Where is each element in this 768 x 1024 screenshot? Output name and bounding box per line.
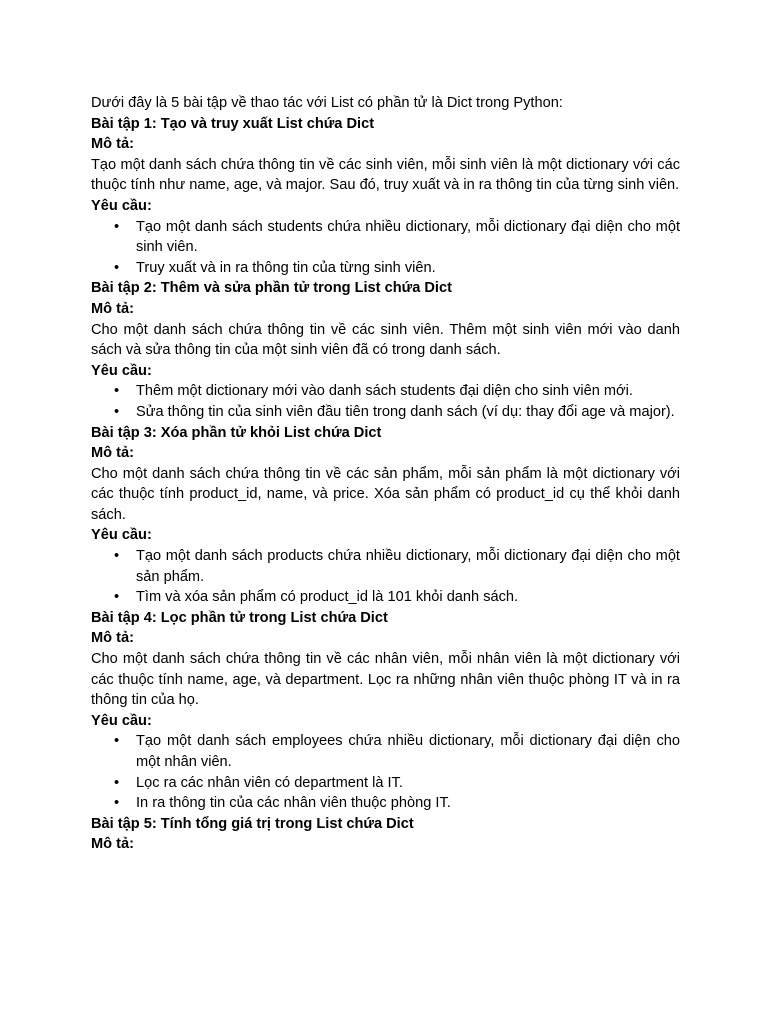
- list-item-text: Tạo một danh sách students chứa nhiều dictionary, mỗi dictionary đại diện cho một sinh viên.: [136, 218, 680, 256]
- list-item: [114, 773, 680, 794]
- description-label: Mô tả:: [91, 836, 134, 853]
- exercise-section: [91, 608, 680, 814]
- description-text: Cho một danh sách chứa thông tin về các sinh viên. Thêm một sinh viên mới vào danh sách và sửa thông tin của một sinh viên đã có trong danh sách.: [91, 321, 680, 359]
- list-item: [114, 587, 680, 608]
- list-item: [114, 546, 680, 587]
- list-item: [114, 217, 680, 258]
- list-item: [114, 381, 680, 402]
- intro-text: Dưới đây là 5 bài tập về thao tác với List có phần tử là Dict trong Python:: [91, 95, 563, 111]
- exercise-list: [91, 114, 680, 855]
- list-item-text: Tạo một danh sách products chứa nhiều dictionary, mỗi dictionary đại diện cho một sản phẩm.: [136, 548, 680, 585]
- exercise-title: Bài tập 3: Xóa phần tử khỏi List chứa Dict: [91, 424, 382, 441]
- description-text: Tạo một danh sách chứa thông tin về các sinh viên, mỗi sinh viên là một dictionary với các thuộc tính như name, age, và major. Sau đó, truy xuất và in ra thông tin của từng sinh viên.: [91, 156, 680, 194]
- bullet-icon: •: [114, 733, 120, 750]
- description-text: Cho một danh sách chứa thông tin về các nhân viên, mỗi nhân viên là một dictionary với các thuộc tính name, age, và department. Lọc ra những nhân viên thuộc phòng IT và in ra thông tin của họ.: [91, 651, 680, 709]
- list-item: [114, 731, 680, 772]
- requirements-list: [91, 381, 680, 422]
- exercise-title: Bài tập 2: Thêm và sửa phần tử trong List chứa Dict: [91, 280, 452, 297]
- list-item-text: Thêm một dictionary mới vào danh sách students đại diện cho sinh viên mới.: [136, 383, 633, 400]
- list-item: [114, 402, 680, 423]
- bullet-icon: •: [114, 548, 120, 565]
- list-item-text: Lọc ra các nhân viên có department là IT.: [136, 774, 403, 791]
- list-item-text: Tạo một danh sách employees chứa nhiều dictionary, mỗi dictionary đại diện cho một nhân viên.: [136, 733, 680, 770]
- bullet-icon: •: [114, 403, 120, 420]
- bullet-icon: •: [114, 589, 120, 606]
- list-item: [114, 258, 680, 279]
- description-label: Mô tả:: [91, 630, 134, 647]
- list-item-text: Tìm và xóa sản phẩm có product_id là 101 khỏi danh sách.: [136, 589, 519, 606]
- bullet-icon: •: [114, 383, 120, 400]
- description-label: Mô tả:: [91, 136, 134, 153]
- exercise-section: [91, 423, 680, 608]
- list-item-text: Truy xuất và in ra thông tin của từng sinh viên.: [136, 259, 436, 276]
- exercise-section: [91, 814, 680, 855]
- bullet-icon: •: [114, 259, 120, 276]
- description-label: Mô tả:: [91, 445, 134, 462]
- exercise-section: [91, 114, 680, 279]
- exercise-title: Bài tập 1: Tạo và truy xuất List chứa Dict: [91, 115, 375, 132]
- description-label: Mô tả:: [91, 300, 134, 317]
- bullet-icon: •: [114, 774, 120, 791]
- requirements-label: Yêu cầu:: [91, 712, 152, 729]
- exercise-title: Bài tập 5: Tính tổng giá trị trong List chứa Dict: [91, 815, 414, 832]
- bullet-icon: •: [114, 795, 120, 812]
- requirements-list: [91, 217, 680, 279]
- requirements-label: Yêu cầu:: [91, 197, 152, 214]
- requirements-list: [91, 731, 680, 813]
- list-item: [114, 793, 680, 814]
- bullet-icon: •: [114, 218, 120, 235]
- list-item-text: In ra thông tin của các nhân viên thuộc phòng IT.: [136, 795, 451, 812]
- list-item-text: Sửa thông tin của sinh viên đầu tiên trong danh sách (ví dụ: thay đổi age và major).: [136, 403, 675, 420]
- exercise-title: Bài tập 4: Lọc phần tử trong List chứa Dict: [91, 609, 388, 626]
- requirements-label: Yêu cầu:: [91, 527, 152, 544]
- requirements-list: [91, 546, 680, 608]
- exercise-section: [91, 278, 680, 422]
- description-text: Cho một danh sách chứa thông tin về các sản phẩm, mỗi sản phẩm là một dictionary với các thuộc tính product_id, name, và price. Xóa sản phẩm có product_id cụ thể khỏi danh sách.: [91, 465, 680, 523]
- requirements-label: Yêu cầu:: [91, 362, 152, 379]
